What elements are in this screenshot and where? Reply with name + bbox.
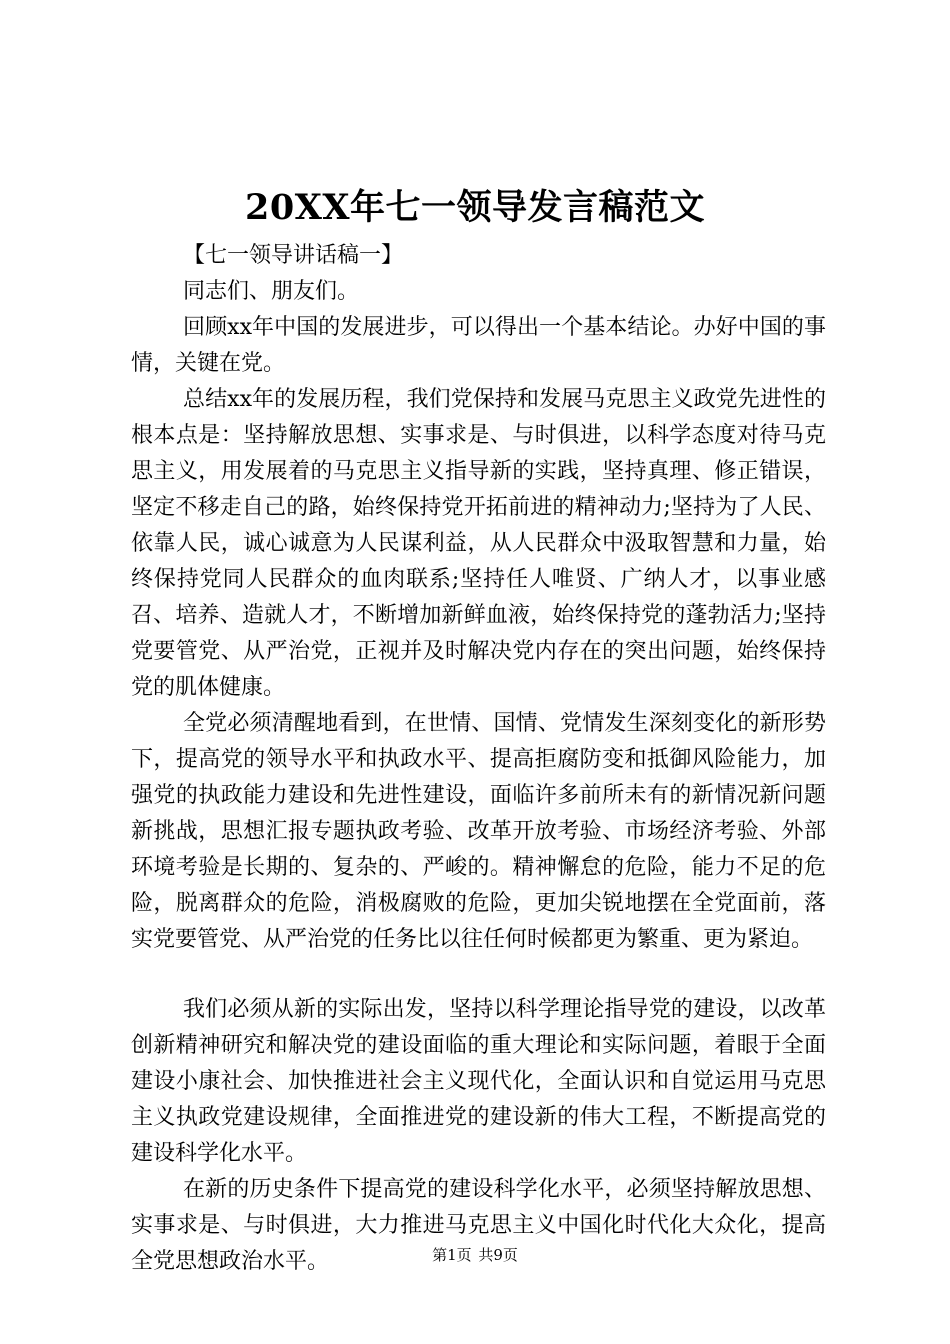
page-total: 共9页 bbox=[478, 1246, 518, 1264]
body-paragraph: 总结xx年的发展历程，我们党保持和发展马克思主义政党先进性的根本点是：坚持解放思想、实事求是、与时俱进，以科学态度对待马克思主义，用发展着的马克思主义指导新的实践，坚持真理、修正错误，坚定不移走自己的路，始终保持党开拓前进的精神动力;坚持为了人民、依靠人民，诚心诚意为人民谋利益，从人民群众中汲取智慧和力量，始终保持党同人民群众的血肉联系;坚持任人唯贤、广纳人才，以事业感召、培养、造就人才，不断增加新鲜血液，始终保持党的蓬勃活力;坚持党要管党、从严治党，正视并及时解决党内存在的突出问题，始终保持党的肌体健康。 bbox=[131, 387, 826, 700]
page-footer bbox=[0, 1244, 950, 1266]
document-title: 20XX年七一领导发言稿范文 bbox=[244, 187, 706, 228]
body-paragraph: 我们必须从新的实际出发，坚持以科学理论指导党的建设，以改革创新精神研究和解决党的建设面临的重大理论和实际问题，着眼于全面建设小康社会、加快推进社会主义现代化，全面认识和自觉运用马克思主义执政党建设规律，全面推进党的建设新的伟大工程，不断提高党的建设科学化水平。 bbox=[131, 997, 826, 1166]
body-paragraph: 在新的历史条件下提高党的建设科学化水平，必须坚持解放思想、实事求是、与时俱进，大力推进马克思主义中国化时代化大众化，提高全党思想政治水平。 bbox=[131, 1177, 826, 1274]
page-number: 第1页 bbox=[432, 1246, 472, 1264]
body-paragraph: 回顾xx年中国的发展进步，可以得出一个基本结论。办好中国的事情，关键在党。 bbox=[131, 315, 826, 376]
document-body bbox=[131, 238, 826, 1280]
greeting-paragraph: 同志们、朋友们。 bbox=[183, 279, 360, 304]
section-heading: 【七一领导讲话稿一】 bbox=[183, 243, 404, 268]
body-paragraph: 全党必须清醒地看到，在世情、国情、党情发生深刻变化的新形势下，提高党的领导水平和执政水平、提高拒腐防变和抵御风险能力，加强党的执政能力建设和先进性建设，面临许多前所未有的新情况新问题新挑战，思想汇报专题执政考验、改革开放考验、市场经济考验、外部环境考验是长期的、复杂的、严峻的。精神懈怠的危险，能力不足的危险，脱离群众的危险，消极腐败的危险，更加尖锐地摆在全党面前，落实党要管党、从严治党的任务比以往任何时候都更为繁重、更为紧迫。 bbox=[131, 711, 826, 952]
